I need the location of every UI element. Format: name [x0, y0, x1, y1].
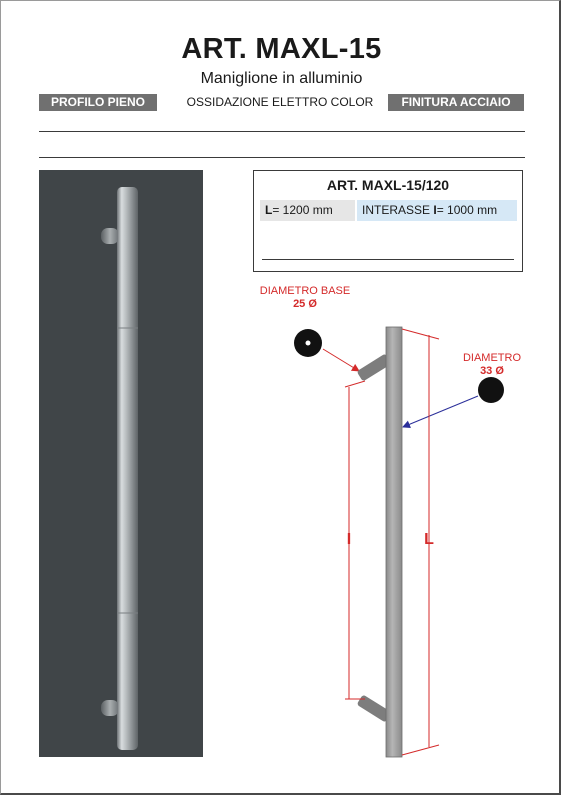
base-pointer — [323, 349, 359, 371]
base-diameter-value: 25 Ø — [293, 298, 317, 310]
length-value: = 1200 mm — [272, 203, 333, 217]
handle-bar — [117, 187, 138, 750]
bar-pointer — [403, 396, 478, 427]
drawing-svg — [253, 279, 553, 769]
finish-tag: FINITURA ACCIAIO — [388, 94, 524, 111]
handle-bar-drawing — [386, 327, 402, 757]
spec-divider — [262, 259, 514, 260]
product-subtitle: Maniglione in alluminio — [200, 70, 363, 87]
standoff-top — [101, 228, 119, 244]
diameter-value: 33 Ø — [480, 365, 504, 377]
interaxis-value: = 1000 mm — [436, 203, 498, 217]
interaxis-label: INTERASSE — [362, 203, 434, 217]
divider-line — [39, 157, 525, 158]
length-cell — [260, 200, 355, 221]
diameter-label: DIAMETRO — [462, 352, 522, 364]
technical-drawing — [253, 279, 553, 769]
handle-photo-illustration — [39, 170, 203, 757]
product-title: ART. MAXL-15 — [181, 33, 382, 65]
profile-tag: PROFILO PIENO — [39, 94, 157, 111]
spec-title: ART. MAXL-15/120 — [326, 177, 450, 193]
spec-box — [253, 170, 523, 272]
length-symbol: L — [265, 203, 273, 217]
base-diameter-label: DIAMETRO BASE — [259, 285, 351, 297]
oxidation-label: OSSIDAZIONE ELETTRO COLOR — [186, 95, 374, 109]
interaxis-cell — [357, 200, 517, 221]
bar-section-symbol — [478, 377, 504, 403]
interaxis-symbol: I — [433, 203, 437, 217]
standoff-bottom — [101, 700, 119, 716]
length-dimension-label: L — [424, 531, 434, 548]
divider-line — [39, 131, 525, 132]
product-photo — [39, 170, 203, 757]
interaxis-dimension-label: I — [346, 531, 352, 548]
